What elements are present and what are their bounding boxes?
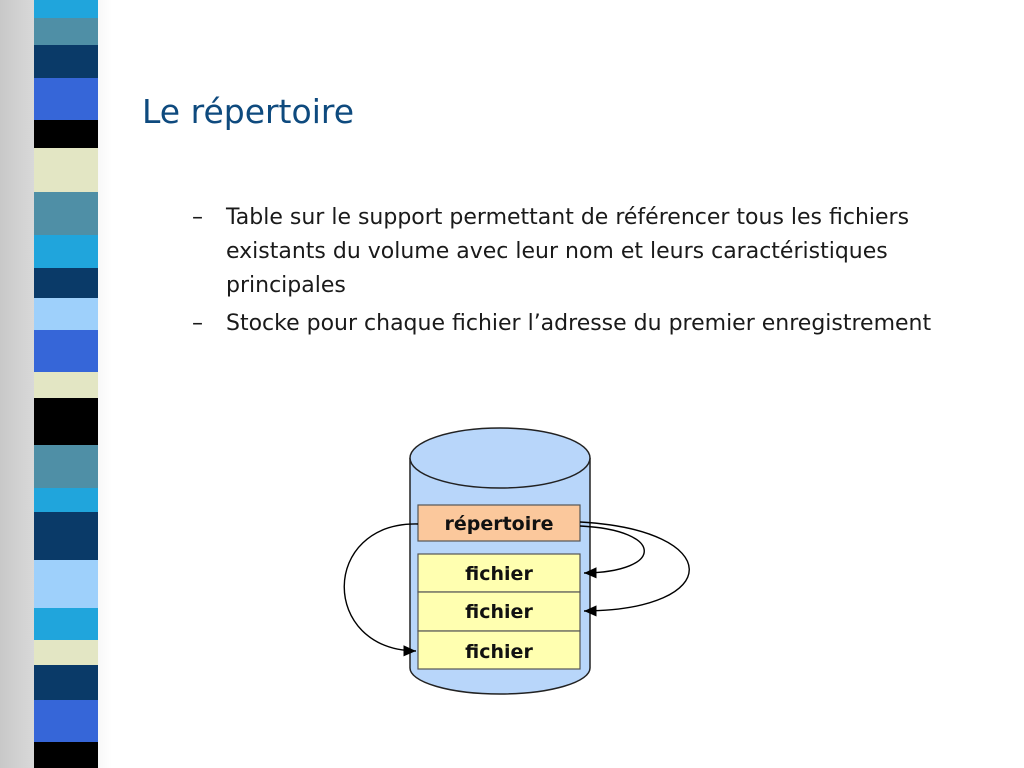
file-label: fichier — [465, 641, 533, 663]
bullet-marker: – — [192, 205, 203, 230]
pointer-arrow — [580, 522, 689, 611]
file-label: fichier — [465, 563, 533, 585]
slide-title: Le répertoire — [142, 92, 355, 131]
bullet-text: Table sur le support permettant de référencer tous les fichiers existants du volume avec leur nom et leurs caractéristiques principales — [226, 205, 910, 298]
file-label: fichier — [465, 601, 533, 623]
directory-label: répertoire — [444, 513, 554, 535]
bullet-marker: – — [192, 311, 203, 336]
bullet-text: Stocke pour chaque fichier l’adresse du premier enregistrement — [226, 311, 932, 336]
pointer-arrow — [344, 524, 418, 651]
